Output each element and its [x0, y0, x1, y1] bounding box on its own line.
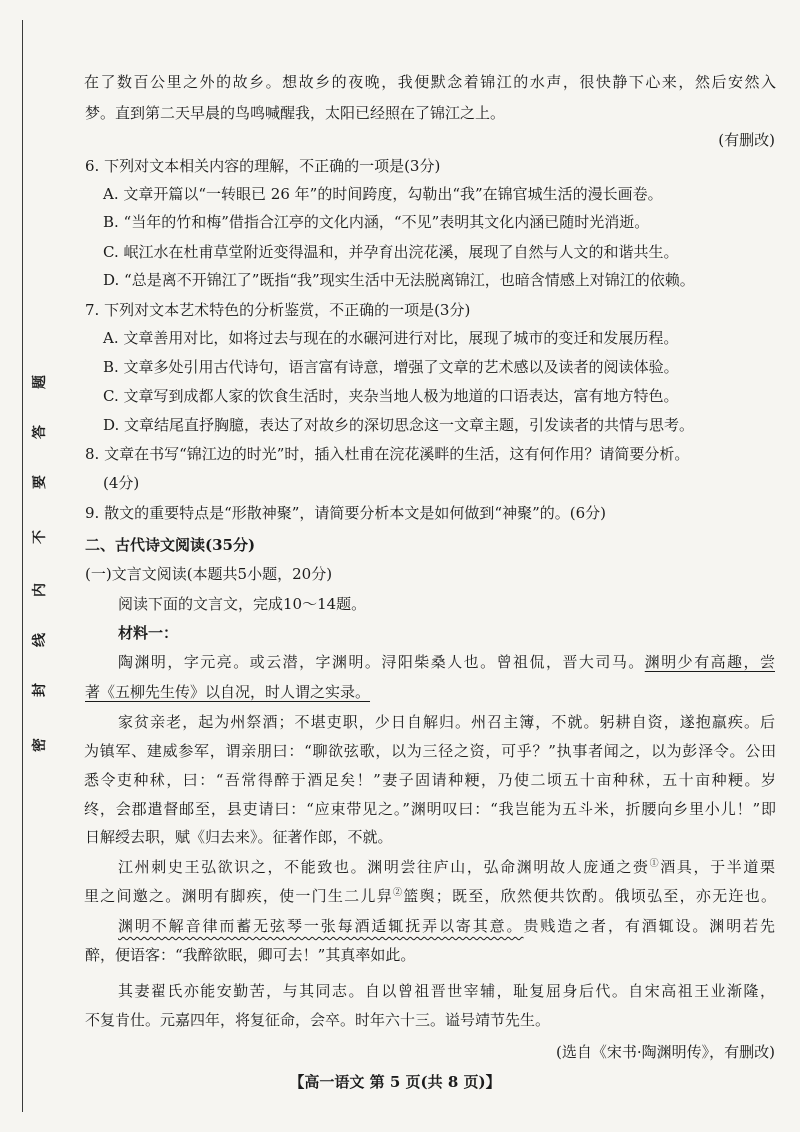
classical-text-segment: 里之间邀之。渊明有脚疾，使一门生二儿舁	[84, 887, 393, 905]
question-8-score: (4分)	[103, 474, 140, 492]
question-6-option-b: B. “当年的竹和梅”借指合江亭的文化内涵，“不见”表明其文化内涵已随时光消逝。	[103, 213, 650, 231]
classical-text-line	[118, 856, 775, 878]
binding-margin-line	[22, 20, 23, 1112]
classical-text-line: 不复肯仕。元嘉四年，将复征命，会卒。时年六十三。谥号靖节先生。	[85, 1011, 551, 1029]
passage-tail-line: 梦。直到第二天早晨的鸟鸣喊醒我，太阳已经照在了锦江之上。	[85, 104, 506, 122]
margin-note-char: 密	[32, 738, 48, 752]
classical-text-line: 为镇军、建威参军，谓亲朋曰：“聊欲弦歌，以为三径之资，可乎？”执事者闻之，以为彭泽令。公田	[84, 742, 776, 760]
classical-text-line	[85, 681, 370, 703]
passage-tail-line: 在了数百公里之外的故乡。想故乡的夜晚，我便默念着锦江的水声，很快静下心来，然后安然入	[84, 73, 776, 91]
classical-text-segment: 酒具，于半道栗	[660, 858, 775, 876]
question-6-option-c: C. 岷江水在杜甫草堂附近变得温和，并孕育出浣花溪，展现了自然与人文的和谐共生。	[103, 243, 679, 261]
classical-text-line: 终，会郡遣督邮至，县吏请曰：“应束带见之。”渊明叹曰：“我岂能为五斗米，折腰向乡里小儿！”即	[84, 800, 776, 818]
question-7-option-c: C. 文章写到成都人家的饮食生活时，夹杂当地人极为地道的口语表达，富有地方特色。	[103, 387, 679, 405]
passage-edit-note: (有删改)	[718, 131, 775, 149]
page-footer: 【高一语文 第 5 页(共 8 页)】	[289, 1073, 501, 1091]
wavy-underlined-sentence: 渊明不解音律而蓄无弦琴一张每酒适辄抚弄以寄其意。	[118, 917, 524, 935]
source-citation: (选自《宋书·陶渊明传》，有删改)	[556, 1043, 775, 1061]
question-8-stem: 8. 文章在书写“锦江边的时光”时，插入杜甫在浣花溪畔的生活，这有何作用？请简要分析。	[85, 445, 690, 463]
underlined-sentence: 著《五柳先生传》以自况，时人谓之实录。	[85, 683, 371, 701]
classical-text-segment: 篮舆；既至，欣然便共饮酌。俄顷弘至，亦无迕也。	[403, 887, 776, 905]
question-7-option-b: B. 文章多处引用古代诗句，语言富有诗意，增强了文章的艺术感以及读者的阅读体验。	[103, 358, 679, 376]
margin-note-char: 内	[32, 583, 48, 597]
question-7-stem: 7. 下列对文本艺术特色的分析鉴赏，不正确的一项是(3分)	[85, 301, 471, 319]
question-9-stem: 9. 散文的重要特点是“形散神聚”，请简要分析本文是如何做到“神聚”的。(6分)	[85, 504, 607, 522]
classical-text-line: 醉，便语客：“我醉欲眠，卿可去！”其真率如此。	[85, 946, 416, 964]
margin-note-char: 封	[32, 683, 48, 697]
margin-note-char: 要	[32, 475, 48, 489]
margin-note-char: 不	[32, 530, 48, 544]
margin-note-char: 线	[32, 633, 48, 647]
classical-text-line	[118, 915, 775, 937]
classical-text-line: 悉令吏种秫，曰：“吾常得醉于酒足矣！”妻子固请种粳，乃使二顷五十亩种秫，五十亩种粳。岁	[84, 771, 776, 789]
material-label: 材料一：	[118, 624, 179, 642]
question-6-stem: 6. 下列对文本相关内容的理解，不正确的一项是(3分)	[85, 157, 441, 175]
question-7-option-a: A. 文章善用对比，如将过去与现在的水碾河进行对比，展现了城市的变迁和发展历程。	[103, 329, 679, 347]
margin-note-char: 题	[32, 375, 48, 389]
section-title: 二、古代诗文阅读(35分)	[85, 536, 256, 554]
subsection-title: (一)文言文阅读(本题共5小题，20分)	[85, 565, 333, 583]
classical-text-segment: 贵贱造之者，有酒辄设。渊明若先	[523, 917, 775, 935]
question-6-option-a: A. 文章开篇以“一转眼已 26 年”的时间跨度，勾勒出“我”在锦官城生活的漫长画卷。	[103, 185, 663, 203]
classical-text-line	[118, 651, 775, 673]
question-7-option-d: D. 文章结尾直抒胸臆，表达了对故乡的深切思念这一文章主题，引发读者的共情与思考。	[103, 416, 695, 434]
classical-text-line: 日解绶去职，赋《归去来》。征著作郎，不就。	[85, 828, 393, 846]
reading-instruction: 阅读下面的文言文，完成10～14题。	[118, 595, 367, 613]
question-6-option-d: D. “总是离不开锦江了”既指“我”现实生活中无法脱离锦江，也暗含情感上对锦江的依赖。	[103, 271, 695, 289]
margin-note-char: 答	[32, 425, 48, 439]
classical-text-segment: 陶渊明，字元亮。或云潜，字渊明。浔阳柴桑人也。曾祖侃，晋大司马。	[118, 653, 645, 671]
underlined-sentence: 渊明少有高趣，尝	[644, 653, 775, 671]
footnote-marker: ②	[392, 888, 404, 898]
classical-text-line	[84, 885, 776, 907]
footnote-marker: ①	[649, 859, 661, 869]
classical-text-line: 其妻翟氏亦能安勤苦，与其同志。自以曾祖晋世宰辅，耻复屈身后代。自宋高祖王业渐隆，	[118, 982, 775, 1000]
classical-text-line: 家贫亲老，起为州祭酒；不堪吏职，少日自解归。州召主簿，不就。躬耕自资，遂抱羸疾。后	[118, 713, 775, 731]
classical-text-segment: 江州刺史王弘欲识之，不能致也。渊明尝往庐山，弘命渊明故人庞通之赍	[118, 858, 650, 876]
